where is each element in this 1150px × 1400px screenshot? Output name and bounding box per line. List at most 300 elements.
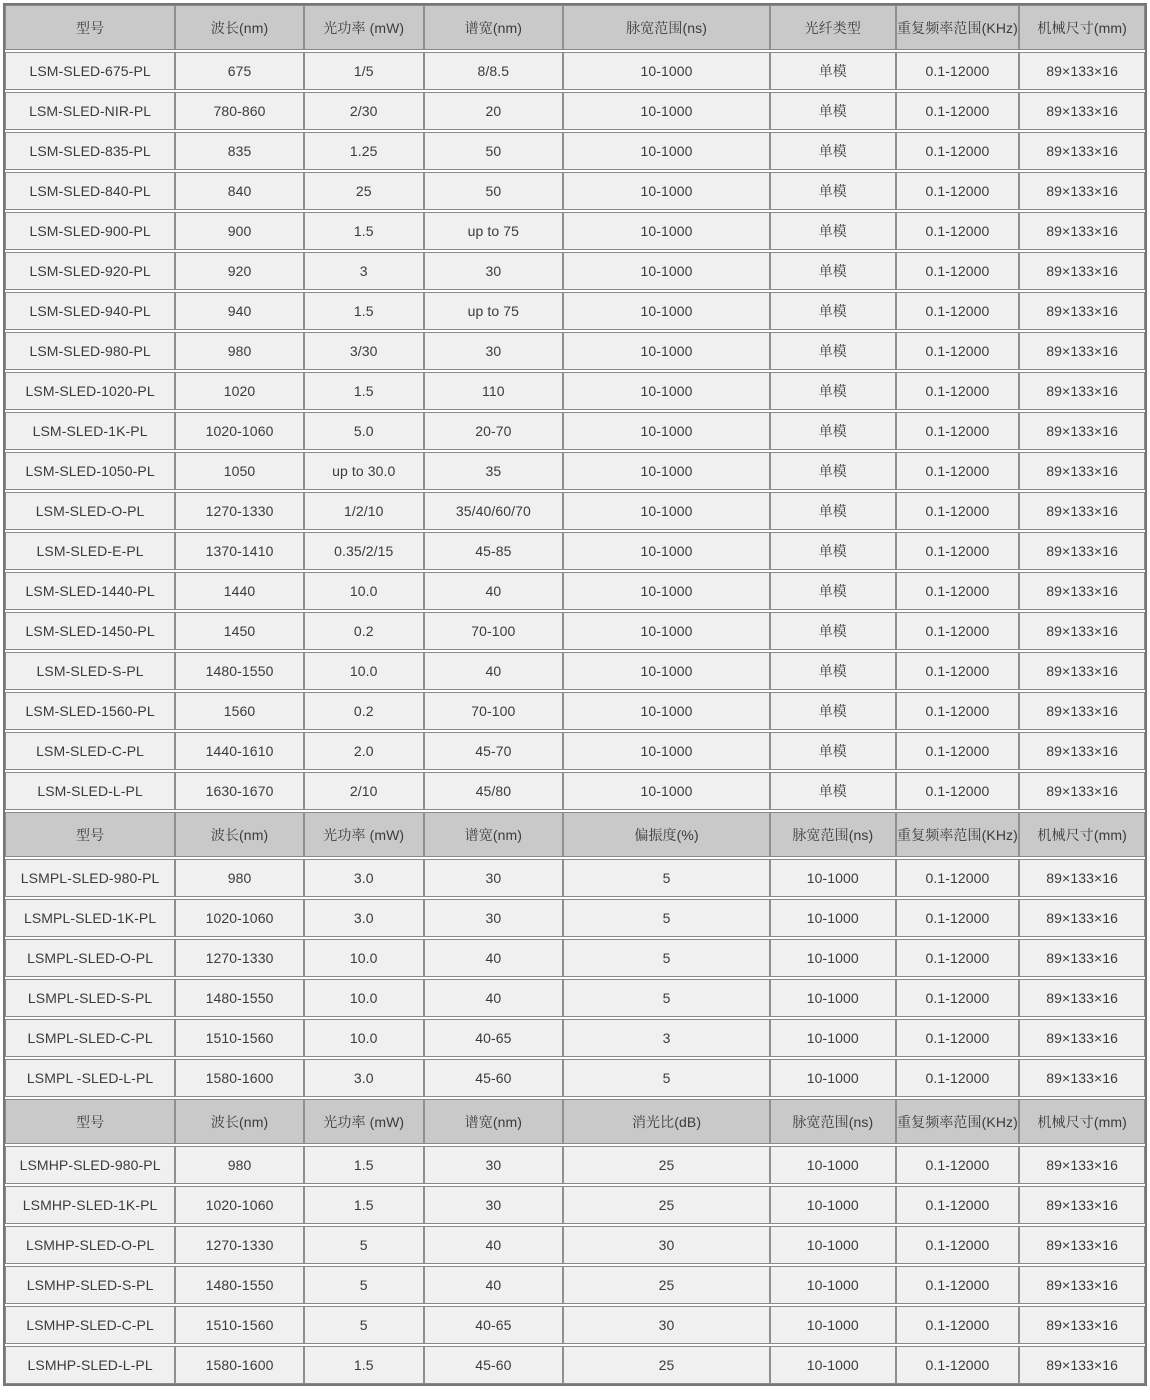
sled-spec-tables bbox=[3, 3, 1147, 1386]
cell: 50 bbox=[423, 173, 563, 209]
cell: 10-1000 bbox=[769, 1020, 895, 1056]
cell: 10-1000 bbox=[769, 1307, 895, 1343]
column-header: 重复频率范围(KHz) bbox=[895, 813, 1019, 856]
cell: 单模 bbox=[769, 293, 895, 329]
cell: 89×133×16 bbox=[1018, 900, 1144, 936]
cell: 2/10 bbox=[303, 773, 423, 809]
cell: 0.35/2/15 bbox=[303, 533, 423, 569]
cell: 0.1-12000 bbox=[895, 653, 1019, 689]
cell: 89×133×16 bbox=[1018, 1347, 1144, 1383]
cell: LSM-SLED-S-PL bbox=[36, 663, 144, 679]
cell: 1.5 bbox=[303, 1187, 423, 1223]
cell: LSM-SLED-E-PL bbox=[36, 543, 144, 559]
column-header: 波长(nm) bbox=[174, 813, 303, 856]
cell: 25 bbox=[562, 1267, 769, 1303]
cell: 25 bbox=[562, 1347, 769, 1383]
cell: 1480-1550 bbox=[174, 653, 303, 689]
cell: 1270-1330 bbox=[174, 940, 303, 976]
cell: LSM-SLED-1560-PL bbox=[25, 703, 155, 719]
cell: 30 bbox=[423, 333, 563, 369]
cell: 0.1-12000 bbox=[895, 493, 1019, 529]
table-row bbox=[5, 52, 1145, 90]
cell: 89×133×16 bbox=[1018, 173, 1144, 209]
cell: 3/30 bbox=[303, 333, 423, 369]
cell: LSM-SLED-1K-PL bbox=[32, 423, 148, 439]
cell: 45-85 bbox=[423, 533, 563, 569]
cell: 单模 bbox=[769, 133, 895, 169]
cell: 1370-1410 bbox=[174, 533, 303, 569]
cell: 0.1-12000 bbox=[895, 253, 1019, 289]
cell: 70-100 bbox=[423, 693, 563, 729]
column-header: 机械尺寸(mm) bbox=[1018, 6, 1144, 49]
cell: 10-1000 bbox=[769, 1147, 895, 1183]
column-header: 光功率 (mW) bbox=[303, 813, 423, 856]
cell: 10-1000 bbox=[562, 373, 769, 409]
cell: 40-65 bbox=[423, 1020, 563, 1056]
cell: 89×133×16 bbox=[1018, 613, 1144, 649]
cell: 5 bbox=[303, 1307, 423, 1343]
column-header: 光功率 (mW) bbox=[303, 1100, 423, 1143]
cell: 1020-1060 bbox=[174, 1187, 303, 1223]
cell: 89×133×16 bbox=[1018, 733, 1144, 769]
cell: 89×133×16 bbox=[1018, 253, 1144, 289]
cell: 89×133×16 bbox=[1018, 413, 1144, 449]
cell: 30 bbox=[423, 860, 563, 896]
cell: 1480-1550 bbox=[174, 1267, 303, 1303]
cell: LSM-SLED-900-PL bbox=[29, 223, 151, 239]
cell: 900 bbox=[174, 213, 303, 249]
table-row bbox=[5, 1306, 1145, 1344]
cell: 40 bbox=[423, 980, 563, 1016]
cell: LSM-SLED-920-PL bbox=[29, 263, 151, 279]
column-header: 偏振度(%) bbox=[562, 813, 769, 856]
cell: 单模 bbox=[769, 333, 895, 369]
cell: LSMPL-SLED-S-PL bbox=[27, 990, 153, 1006]
cell: 89×133×16 bbox=[1018, 1307, 1144, 1343]
cell: 0.1-12000 bbox=[895, 733, 1019, 769]
cell: 0.1-12000 bbox=[895, 453, 1019, 489]
cell: 20-70 bbox=[423, 413, 563, 449]
cell: 单模 bbox=[769, 213, 895, 249]
cell: 单模 bbox=[769, 453, 895, 489]
cell: 1.5 bbox=[303, 213, 423, 249]
cell: 1630-1670 bbox=[174, 773, 303, 809]
cell: 40 bbox=[423, 573, 563, 609]
table-row bbox=[5, 412, 1145, 450]
table-row bbox=[5, 1346, 1145, 1384]
cell: 5 bbox=[562, 900, 769, 936]
cell: 35/40/60/70 bbox=[423, 493, 563, 529]
cell: 2.0 bbox=[303, 733, 423, 769]
cell: 10-1000 bbox=[769, 980, 895, 1016]
cell: 5 bbox=[303, 1267, 423, 1303]
cell: 1480-1550 bbox=[174, 980, 303, 1016]
cell: LSMHP-SLED-S-PL bbox=[26, 1277, 154, 1293]
column-header: 重复频率范围(KHz) bbox=[895, 6, 1019, 49]
table-row bbox=[5, 732, 1145, 770]
cell: 0.1-12000 bbox=[895, 1187, 1019, 1223]
cell: 40 bbox=[423, 1267, 563, 1303]
cell: up to 75 bbox=[423, 293, 563, 329]
cell: 8/8.5 bbox=[423, 53, 563, 89]
cell: 675 bbox=[174, 53, 303, 89]
cell: 5 bbox=[562, 980, 769, 1016]
cell: 0.2 bbox=[303, 693, 423, 729]
cell: 10-1000 bbox=[562, 453, 769, 489]
cell: 89×133×16 bbox=[1018, 1227, 1144, 1263]
cell: 10-1000 bbox=[769, 1187, 895, 1223]
cell: 50 bbox=[423, 133, 563, 169]
cell: LSM-SLED-O-PL bbox=[35, 503, 145, 519]
column-header: 谱宽(nm) bbox=[423, 6, 563, 49]
table-row bbox=[5, 572, 1145, 610]
cell: LSM-SLED-940-PL bbox=[29, 303, 151, 319]
cell: 1270-1330 bbox=[174, 1227, 303, 1263]
cell: 0.1-12000 bbox=[895, 573, 1019, 609]
cell: 89×133×16 bbox=[1018, 213, 1144, 249]
cell: 10-1000 bbox=[562, 133, 769, 169]
cell: 40 bbox=[423, 940, 563, 976]
cell: 单模 bbox=[769, 733, 895, 769]
table-row bbox=[5, 372, 1145, 410]
cell: 0.1-12000 bbox=[895, 1347, 1019, 1383]
cell: 10-1000 bbox=[769, 900, 895, 936]
cell: 1050 bbox=[174, 453, 303, 489]
table-row bbox=[5, 252, 1145, 290]
table-row bbox=[5, 172, 1145, 210]
cell: 5 bbox=[303, 1227, 423, 1263]
cell: LSM-SLED-NIR-PL bbox=[29, 103, 152, 119]
column-header: 机械尺寸(mm) bbox=[1018, 813, 1144, 856]
cell: 25 bbox=[303, 173, 423, 209]
cell: 89×133×16 bbox=[1018, 1187, 1144, 1223]
cell: 1020-1060 bbox=[174, 413, 303, 449]
cell: 30 bbox=[423, 900, 563, 936]
cell: 2/30 bbox=[303, 93, 423, 129]
cell: 89×133×16 bbox=[1018, 1147, 1144, 1183]
cell: 1.5 bbox=[303, 293, 423, 329]
cell: 30 bbox=[423, 1147, 563, 1183]
cell: 1580-1600 bbox=[174, 1060, 303, 1096]
cell: LSMPL-SLED-C-PL bbox=[27, 1030, 153, 1046]
column-header: 谱宽(nm) bbox=[423, 1100, 563, 1143]
cell: 1.5 bbox=[303, 373, 423, 409]
cell: up to 30.0 bbox=[303, 453, 423, 489]
cell: 0.1-12000 bbox=[895, 413, 1019, 449]
cell: 89×133×16 bbox=[1018, 860, 1144, 896]
cell: 89×133×16 bbox=[1018, 133, 1144, 169]
cell: 5.0 bbox=[303, 413, 423, 449]
cell: 5 bbox=[562, 860, 769, 896]
cell: 89×133×16 bbox=[1018, 980, 1144, 1016]
cell: 10-1000 bbox=[562, 533, 769, 569]
cell: 10-1000 bbox=[562, 773, 769, 809]
cell: 10-1000 bbox=[769, 1267, 895, 1303]
table-row bbox=[5, 1059, 1145, 1097]
table-header-row bbox=[5, 5, 1145, 50]
cell: 89×133×16 bbox=[1018, 773, 1144, 809]
cell: LSMPL-SLED-980-PL bbox=[20, 870, 160, 886]
cell: 1440-1610 bbox=[174, 733, 303, 769]
cell: 0.1-12000 bbox=[895, 1147, 1019, 1183]
column-header: 机械尺寸(mm) bbox=[1018, 1100, 1144, 1143]
cell: 89×133×16 bbox=[1018, 53, 1144, 89]
cell: 30 bbox=[562, 1307, 769, 1343]
table-row bbox=[5, 492, 1145, 530]
cell: 单模 bbox=[769, 773, 895, 809]
cell: LSMHP-SLED-1K-PL bbox=[22, 1197, 158, 1213]
cell: 10-1000 bbox=[769, 1227, 895, 1263]
table-row bbox=[5, 1186, 1145, 1224]
cell: 980 bbox=[174, 860, 303, 896]
cell: 0.1-12000 bbox=[895, 1307, 1019, 1343]
column-header: 脉宽范围(ns) bbox=[769, 1100, 895, 1143]
cell: 45-70 bbox=[423, 733, 563, 769]
cell: 10.0 bbox=[303, 653, 423, 689]
cell: 10-1000 bbox=[562, 733, 769, 769]
table-row bbox=[5, 652, 1145, 690]
cell: 1440 bbox=[174, 573, 303, 609]
table-row bbox=[5, 212, 1145, 250]
cell: 10-1000 bbox=[562, 693, 769, 729]
cell: 单模 bbox=[769, 693, 895, 729]
cell: 70-100 bbox=[423, 613, 563, 649]
cell: LSM-SLED-980-PL bbox=[29, 343, 151, 359]
table-row bbox=[5, 1266, 1145, 1304]
cell: 45-60 bbox=[423, 1060, 563, 1096]
cell: 780-860 bbox=[174, 93, 303, 129]
cell: 89×133×16 bbox=[1018, 1020, 1144, 1056]
cell: 10.0 bbox=[303, 940, 423, 976]
table-row bbox=[5, 939, 1145, 977]
table-row bbox=[5, 292, 1145, 330]
column-header: 脉宽范围(ns) bbox=[562, 6, 769, 49]
cell: LSM-SLED-1050-PL bbox=[25, 463, 155, 479]
cell: 3 bbox=[303, 253, 423, 289]
cell: 单模 bbox=[769, 573, 895, 609]
table-row bbox=[5, 1226, 1145, 1264]
sled-spec-table-polarized bbox=[5, 812, 1145, 1097]
cell: 3 bbox=[562, 1020, 769, 1056]
cell: 单模 bbox=[769, 533, 895, 569]
cell: 3.0 bbox=[303, 860, 423, 896]
cell: LSMHP-SLED-C-PL bbox=[26, 1317, 154, 1333]
cell: 1020-1060 bbox=[174, 900, 303, 936]
sled-spec-table-highpower bbox=[5, 1099, 1145, 1384]
cell: LSMPL-SLED-1K-PL bbox=[23, 910, 157, 926]
cell: 89×133×16 bbox=[1018, 1060, 1144, 1096]
cell: 10-1000 bbox=[562, 613, 769, 649]
cell: LSMHP-SLED-L-PL bbox=[27, 1357, 153, 1373]
cell: 89×133×16 bbox=[1018, 493, 1144, 529]
cell: 5 bbox=[562, 940, 769, 976]
cell: 单模 bbox=[769, 413, 895, 449]
table-row bbox=[5, 692, 1145, 730]
cell: 5 bbox=[562, 1060, 769, 1096]
cell: 1450 bbox=[174, 613, 303, 649]
sled-spec-table-standard bbox=[5, 5, 1145, 810]
column-header: 脉宽范围(ns) bbox=[769, 813, 895, 856]
cell: 0.1-12000 bbox=[895, 293, 1019, 329]
cell: 1020 bbox=[174, 373, 303, 409]
column-header: 消光比(dB) bbox=[562, 1100, 769, 1143]
cell: 单模 bbox=[769, 373, 895, 409]
table-row bbox=[5, 899, 1145, 937]
cell: 940 bbox=[174, 293, 303, 329]
cell: 89×133×16 bbox=[1018, 293, 1144, 329]
cell: LSM-SLED-L-PL bbox=[37, 783, 143, 799]
cell: 45-60 bbox=[423, 1347, 563, 1383]
cell: 840 bbox=[174, 173, 303, 209]
cell: 835 bbox=[174, 133, 303, 169]
cell: 1560 bbox=[174, 693, 303, 729]
cell: 0.1-12000 bbox=[895, 93, 1019, 129]
cell: 1/5 bbox=[303, 53, 423, 89]
cell: 89×133×16 bbox=[1018, 693, 1144, 729]
cell: 0.1-12000 bbox=[895, 533, 1019, 569]
cell: 0.1-12000 bbox=[895, 940, 1019, 976]
cell: LSM-SLED-1020-PL bbox=[25, 383, 155, 399]
cell: 10-1000 bbox=[562, 93, 769, 129]
cell: 1.5 bbox=[303, 1147, 423, 1183]
cell: 0.1-12000 bbox=[895, 860, 1019, 896]
cell: 20 bbox=[423, 93, 563, 129]
cell: 920 bbox=[174, 253, 303, 289]
column-header: 重复频率范围(KHz) bbox=[895, 1100, 1019, 1143]
table-row bbox=[5, 132, 1145, 170]
cell: LSMPL -SLED-L-PL bbox=[26, 1070, 154, 1086]
cell: 1510-1560 bbox=[174, 1020, 303, 1056]
column-header: 谱宽(nm) bbox=[423, 813, 563, 856]
cell: 1.25 bbox=[303, 133, 423, 169]
cell: 89×133×16 bbox=[1018, 333, 1144, 369]
cell: LSMHP-SLED-O-PL bbox=[25, 1237, 155, 1253]
table-header-row bbox=[5, 1099, 1145, 1144]
cell: 89×133×16 bbox=[1018, 1267, 1144, 1303]
cell: 3.0 bbox=[303, 1060, 423, 1096]
cell: LSM-SLED-1450-PL bbox=[25, 623, 155, 639]
cell: 10-1000 bbox=[769, 860, 895, 896]
cell: 10-1000 bbox=[562, 333, 769, 369]
table-row bbox=[5, 979, 1145, 1017]
cell: 0.1-12000 bbox=[895, 173, 1019, 209]
cell: 10-1000 bbox=[562, 493, 769, 529]
table-row bbox=[5, 532, 1145, 570]
cell: 0.1-12000 bbox=[895, 1060, 1019, 1096]
cell: 980 bbox=[174, 1147, 303, 1183]
cell: 0.1-12000 bbox=[895, 1227, 1019, 1263]
cell: 89×133×16 bbox=[1018, 573, 1144, 609]
cell: LSM-SLED-C-PL bbox=[36, 743, 145, 759]
cell: 45/80 bbox=[423, 773, 563, 809]
cell: 10-1000 bbox=[562, 573, 769, 609]
cell: LSMPL-SLED-O-PL bbox=[27, 950, 154, 966]
table-row bbox=[5, 1019, 1145, 1057]
cell: 25 bbox=[562, 1187, 769, 1223]
table-row bbox=[5, 92, 1145, 130]
table-header-row bbox=[5, 812, 1145, 857]
cell: 0.1-12000 bbox=[895, 980, 1019, 1016]
cell: 40 bbox=[423, 1227, 563, 1263]
table-row bbox=[5, 332, 1145, 370]
cell: 10-1000 bbox=[769, 940, 895, 976]
cell: 10.0 bbox=[303, 1020, 423, 1056]
cell: LSM-SLED-675-PL bbox=[29, 63, 151, 79]
column-header: 光纤类型 bbox=[769, 6, 895, 49]
column-header: 型号 bbox=[76, 826, 105, 843]
cell: 10-1000 bbox=[562, 173, 769, 209]
cell: 10-1000 bbox=[562, 653, 769, 689]
cell: LSM-SLED-835-PL bbox=[29, 143, 151, 159]
cell: 40-65 bbox=[423, 1307, 563, 1343]
cell: 0.1-12000 bbox=[895, 773, 1019, 809]
cell: 单模 bbox=[769, 173, 895, 209]
cell: 单模 bbox=[769, 613, 895, 649]
cell: 30 bbox=[423, 1187, 563, 1223]
cell: 单模 bbox=[769, 493, 895, 529]
cell: 10-1000 bbox=[562, 293, 769, 329]
table-row bbox=[5, 1146, 1145, 1184]
cell: 0.1-12000 bbox=[895, 1267, 1019, 1303]
cell: 89×133×16 bbox=[1018, 653, 1144, 689]
cell: 980 bbox=[174, 333, 303, 369]
cell: 10.0 bbox=[303, 980, 423, 1016]
column-header: 波长(nm) bbox=[174, 6, 303, 49]
cell: 0.1-12000 bbox=[895, 53, 1019, 89]
table-row bbox=[5, 859, 1145, 897]
cell: 1270-1330 bbox=[174, 493, 303, 529]
cell: 0.1-12000 bbox=[895, 213, 1019, 249]
cell: 10-1000 bbox=[562, 53, 769, 89]
cell: 1/2/10 bbox=[303, 493, 423, 529]
cell: 0.1-12000 bbox=[895, 1020, 1019, 1056]
table-row bbox=[5, 612, 1145, 650]
cell: 0.2 bbox=[303, 613, 423, 649]
cell: 1.5 bbox=[303, 1347, 423, 1383]
cell: 40 bbox=[423, 653, 563, 689]
cell: 3.0 bbox=[303, 900, 423, 936]
cell: 89×133×16 bbox=[1018, 93, 1144, 129]
column-header: 波长(nm) bbox=[174, 1100, 303, 1143]
cell: 89×133×16 bbox=[1018, 533, 1144, 569]
cell: 0.1-12000 bbox=[895, 333, 1019, 369]
cell: LSM-SLED-840-PL bbox=[29, 183, 151, 199]
cell: 单模 bbox=[769, 53, 895, 89]
cell: 30 bbox=[562, 1227, 769, 1263]
cell: up to 75 bbox=[423, 213, 563, 249]
cell: 110 bbox=[423, 373, 563, 409]
cell: 10-1000 bbox=[562, 213, 769, 249]
cell: 35 bbox=[423, 453, 563, 489]
cell: 单模 bbox=[769, 653, 895, 689]
cell: 1510-1560 bbox=[174, 1307, 303, 1343]
cell: 10-1000 bbox=[562, 413, 769, 449]
cell: 10.0 bbox=[303, 573, 423, 609]
cell: 10-1000 bbox=[562, 253, 769, 289]
cell: 0.1-12000 bbox=[895, 373, 1019, 409]
table-row bbox=[5, 772, 1145, 810]
cell: 0.1-12000 bbox=[895, 133, 1019, 169]
column-header: 型号 bbox=[76, 19, 105, 36]
cell: LSM-SLED-1440-PL bbox=[25, 583, 155, 599]
cell: 10-1000 bbox=[769, 1347, 895, 1383]
cell: 0.1-12000 bbox=[895, 900, 1019, 936]
cell: LSMHP-SLED-980-PL bbox=[19, 1157, 161, 1173]
cell: 0.1-12000 bbox=[895, 613, 1019, 649]
cell: 单模 bbox=[769, 253, 895, 289]
cell: 25 bbox=[562, 1147, 769, 1183]
cell: 30 bbox=[423, 253, 563, 289]
